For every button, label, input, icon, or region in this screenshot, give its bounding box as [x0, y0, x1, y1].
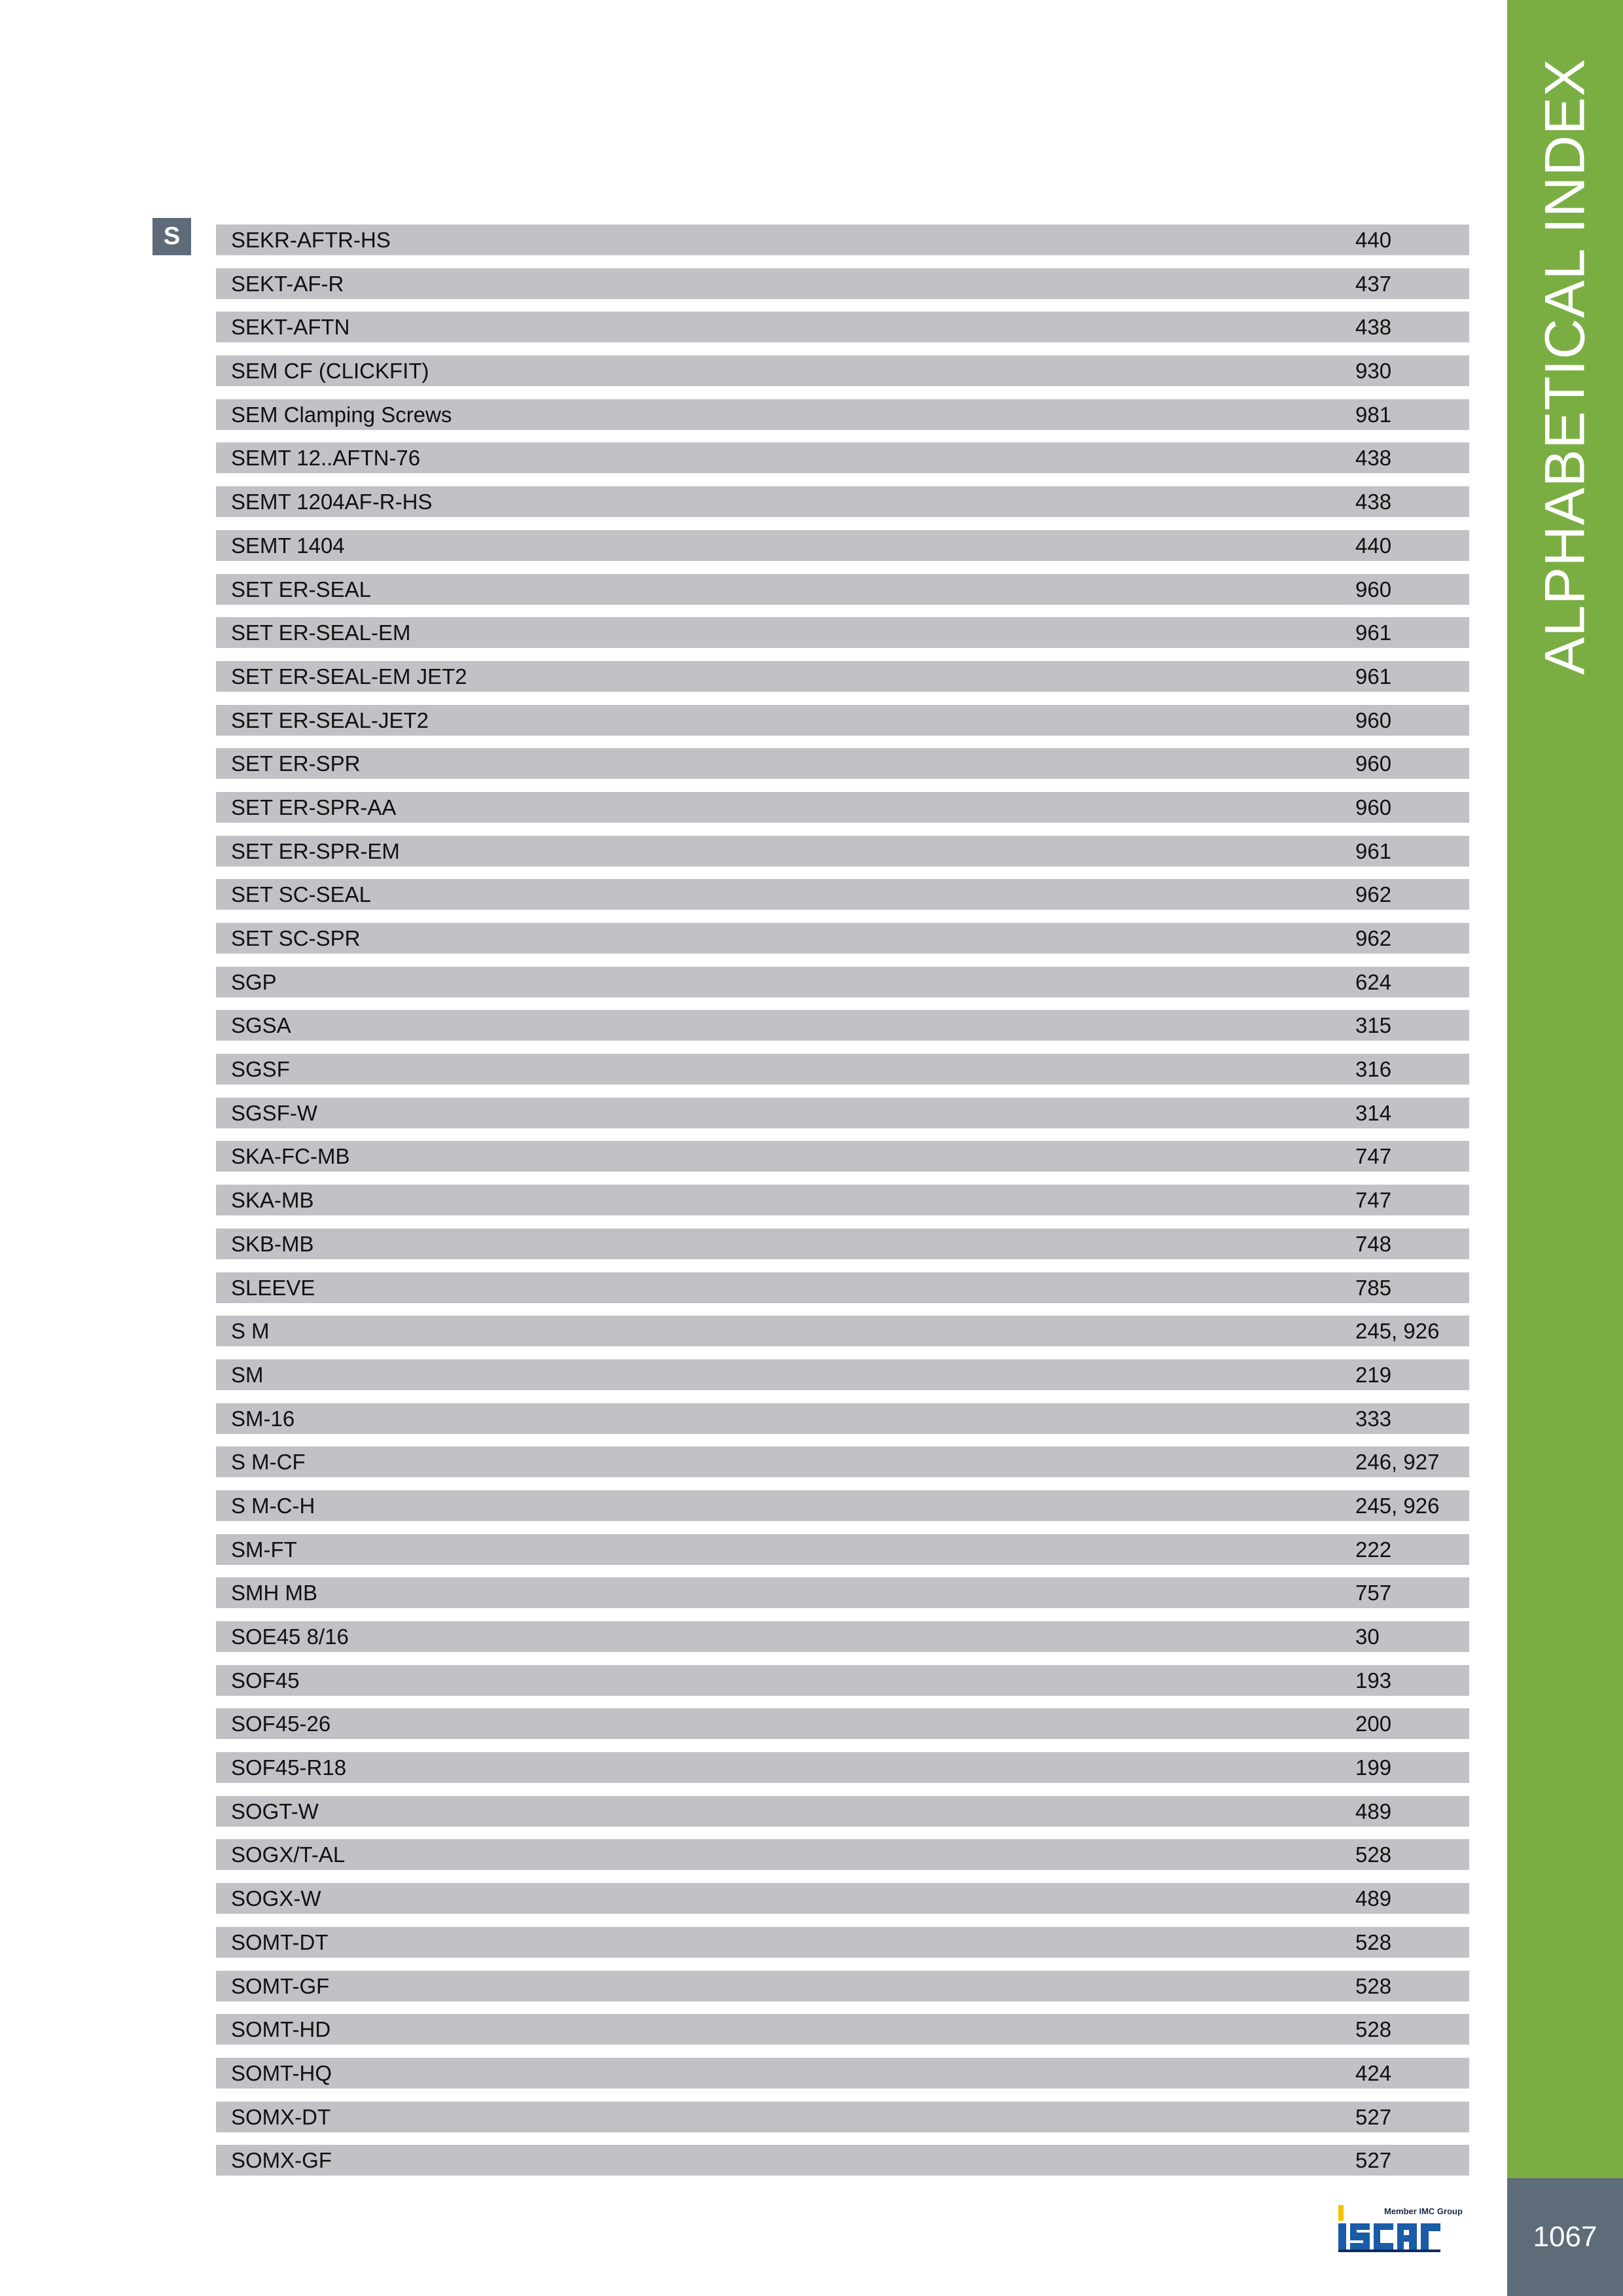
index-row: [216, 661, 1469, 692]
index-row: [216, 1141, 1469, 1172]
index-row: [216, 312, 1469, 342]
index-entry-pages: 960: [1355, 751, 1392, 776]
index-entry-name: SOMT-HD: [231, 2017, 331, 2042]
index-row: [216, 1359, 1469, 1390]
index-entry-pages: 528: [1355, 1842, 1392, 1867]
index-entry-pages: 489: [1355, 1886, 1392, 1911]
index-row: [216, 705, 1469, 736]
index-row: [216, 1839, 1469, 1870]
index-entry-name: SEMT 1404: [231, 533, 345, 558]
index-entry-name: SEKR-AFTR-HS: [231, 228, 391, 252]
index-list: [216, 224, 1469, 2189]
index-entry-pages: 245, 926: [1355, 1319, 1440, 1344]
index-entry-pages: 981: [1355, 402, 1392, 427]
index-entry-name: SKA-MB: [231, 1188, 314, 1213]
index-row: [216, 355, 1469, 386]
index-entry-name: SOMT-HQ: [231, 2060, 332, 2085]
index-entry-name: S M-C-H: [231, 1493, 315, 1518]
index-entry-pages: 333: [1355, 1406, 1392, 1431]
index-entry-pages: 438: [1355, 315, 1392, 340]
index-row: [216, 268, 1469, 299]
index-entry-name: SEKT-AF-R: [231, 271, 344, 296]
index-entry-name: SM-FT: [231, 1537, 297, 1562]
index-row: [216, 2058, 1469, 2089]
index-entry-name: SEMT 1204AF-R-HS: [231, 490, 433, 514]
index-row: [216, 1621, 1469, 1652]
index-entry-pages: 200: [1355, 1712, 1392, 1736]
index-row: [216, 1796, 1469, 1827]
index-entry-name: SET SC-SPR: [231, 926, 361, 950]
index-entry-pages: 961: [1355, 620, 1392, 645]
index-entry-pages: 785: [1355, 1275, 1392, 1300]
index-entry-pages: 747: [1355, 1188, 1392, 1213]
index-row: [216, 617, 1469, 648]
index-row: [216, 2102, 1469, 2132]
index-row: [216, 836, 1469, 867]
index-entry-pages: 527: [1355, 2104, 1392, 2129]
iscar-logo: [1337, 2201, 1468, 2253]
index-row: [216, 1708, 1469, 1739]
index-entry-pages: 489: [1355, 1799, 1392, 1823]
index-entry-pages: 527: [1355, 2148, 1392, 2173]
index-entry-name: SOGX/T-AL: [231, 1842, 346, 1867]
index-entry-name: SEMT 12..AFTN-76: [231, 446, 421, 471]
index-row: [216, 530, 1469, 561]
index-row: [216, 1446, 1469, 1477]
index-entry-pages: 246, 927: [1355, 1450, 1440, 1475]
index-entry-pages: 193: [1355, 1668, 1392, 1693]
index-entry-name: SET ER-SEAL-JET2: [231, 708, 429, 732]
logo-tagline: Member IMC Group: [1384, 2206, 1463, 2216]
index-row: [216, 1316, 1469, 1346]
index-entry-name: S M-CF: [231, 1450, 306, 1475]
index-entry-name: SET ER-SPR: [231, 751, 361, 776]
index-entry-pages: 438: [1355, 446, 1392, 471]
index-row: [216, 2145, 1469, 2176]
index-row: [216, 1971, 1469, 2001]
index-entry-name: SEKT-AFTN: [231, 315, 350, 340]
index-row: [216, 1927, 1469, 1958]
index-row: [216, 792, 1469, 823]
logo-wordmark: [1338, 2223, 1440, 2250]
index-entry-name: SET ER-SEAL: [231, 577, 371, 601]
index-row: [216, 1229, 1469, 1259]
index-entry-name: SOMT-DT: [231, 1929, 329, 1954]
index-entry-pages: 747: [1355, 1144, 1392, 1169]
index-entry-pages: 438: [1355, 490, 1392, 514]
index-entry-pages: 424: [1355, 2060, 1392, 2085]
logo-yellow-mark: [1338, 2205, 1344, 2221]
index-entry-name: SET ER-SEAL-EM JET2: [231, 664, 467, 689]
index-entry-pages: 440: [1355, 533, 1392, 558]
index-entry-pages: 440: [1355, 228, 1392, 252]
index-entry-name: SMH MB: [231, 1581, 317, 1605]
index-entry-name: SOMX-DT: [231, 2104, 331, 2129]
index-entry-name: SKA-FC-MB: [231, 1144, 350, 1169]
index-entry-pages: 219: [1355, 1362, 1392, 1387]
index-row: [216, 1883, 1469, 1914]
index-entry-pages: 748: [1355, 1231, 1392, 1256]
index-entry-name: SOF45-26: [231, 1712, 331, 1736]
index-entry-pages: 757: [1355, 1581, 1392, 1605]
index-entry-name: SOF45-R18: [231, 1755, 347, 1780]
index-row: [216, 879, 1469, 910]
index-row: [216, 1534, 1469, 1565]
index-row: [216, 224, 1469, 255]
page-number: 1067: [1533, 2221, 1597, 2253]
index-entry-name: SGSA: [231, 1013, 291, 1038]
index-entry-name: SKB-MB: [231, 1231, 314, 1256]
index-entry-name: SM: [231, 1362, 264, 1387]
index-sidebar: [1507, 0, 1623, 2178]
index-entry-pages: 962: [1355, 926, 1392, 950]
index-entry-name: SET ER-SEAL-EM: [231, 620, 411, 645]
index-entry-pages: 624: [1355, 969, 1392, 994]
index-row: [216, 1098, 1469, 1128]
index-row: [216, 1010, 1469, 1041]
index-entry-name: SGSF-W: [231, 1100, 317, 1125]
index-entry-pages: 960: [1355, 795, 1392, 819]
index-entry-name: SLEEVE: [231, 1275, 315, 1300]
index-row: [216, 1054, 1469, 1085]
sidebar-title: ALPHABETICAL INDEX: [1533, 58, 1596, 675]
index-row: [216, 2014, 1469, 2045]
index-row: [216, 442, 1469, 473]
index-entry-name: SET ER-SPR-AA: [231, 795, 397, 819]
index-entry-pages: 960: [1355, 577, 1392, 601]
index-entry-pages: 930: [1355, 359, 1392, 384]
index-entry-pages: 962: [1355, 882, 1392, 907]
index-entry-name: SOE45 8/16: [231, 1624, 349, 1649]
index-row: [216, 967, 1469, 997]
index-row: [216, 574, 1469, 605]
index-entry-name: SGP: [231, 969, 277, 994]
index-entry-name: SET ER-SPR-EM: [231, 838, 400, 863]
index-row: [216, 1272, 1469, 1303]
index-entry-pages: 961: [1355, 838, 1392, 863]
index-entry-name: SGSF: [231, 1057, 290, 1082]
index-entry-pages: 315: [1355, 1013, 1392, 1038]
index-entry-pages: 30: [1355, 1624, 1380, 1649]
index-entry-pages: 437: [1355, 271, 1392, 296]
index-entry-name: SEM Clamping Screws: [231, 402, 452, 427]
index-entry-name: SOF45: [231, 1668, 300, 1693]
index-entry-name: SEM CF (CLICKFIT): [231, 359, 429, 384]
index-row: [216, 1490, 1469, 1521]
index-row: [216, 1752, 1469, 1783]
index-row: [216, 748, 1469, 779]
index-row: [216, 486, 1469, 517]
index-entry-name: SOMX-GF: [231, 2148, 332, 2173]
index-row: [216, 1577, 1469, 1608]
index-entry-name: SOGT-W: [231, 1799, 319, 1823]
index-entry-name: SOMT-GF: [231, 1973, 330, 1998]
index-entry-pages: 528: [1355, 2017, 1392, 2042]
page-number-box: [1507, 2178, 1623, 2296]
index-entry-pages: 960: [1355, 708, 1392, 732]
index-entry-pages: 199: [1355, 1755, 1392, 1780]
index-entry-pages: 314: [1355, 1100, 1392, 1125]
index-row: [216, 923, 1469, 954]
index-entry-pages: 528: [1355, 1973, 1392, 1998]
index-entry-name: SM-16: [231, 1406, 295, 1431]
index-entry-name: S M: [231, 1319, 270, 1344]
index-entry-name: SOGX-W: [231, 1886, 321, 1911]
index-entry-pages: 961: [1355, 664, 1392, 689]
index-entry-pages: 316: [1355, 1057, 1392, 1082]
section-letter-badge: S: [152, 218, 191, 255]
index-row: [216, 399, 1469, 430]
index-entry-pages: 528: [1355, 1929, 1392, 1954]
index-row: [216, 1665, 1469, 1696]
index-entry-pages: 222: [1355, 1537, 1392, 1562]
index-entry-pages: 245, 926: [1355, 1493, 1440, 1518]
index-entry-name: SET SC-SEAL: [231, 882, 371, 907]
index-row: [216, 1403, 1469, 1434]
index-row: [216, 1185, 1469, 1215]
